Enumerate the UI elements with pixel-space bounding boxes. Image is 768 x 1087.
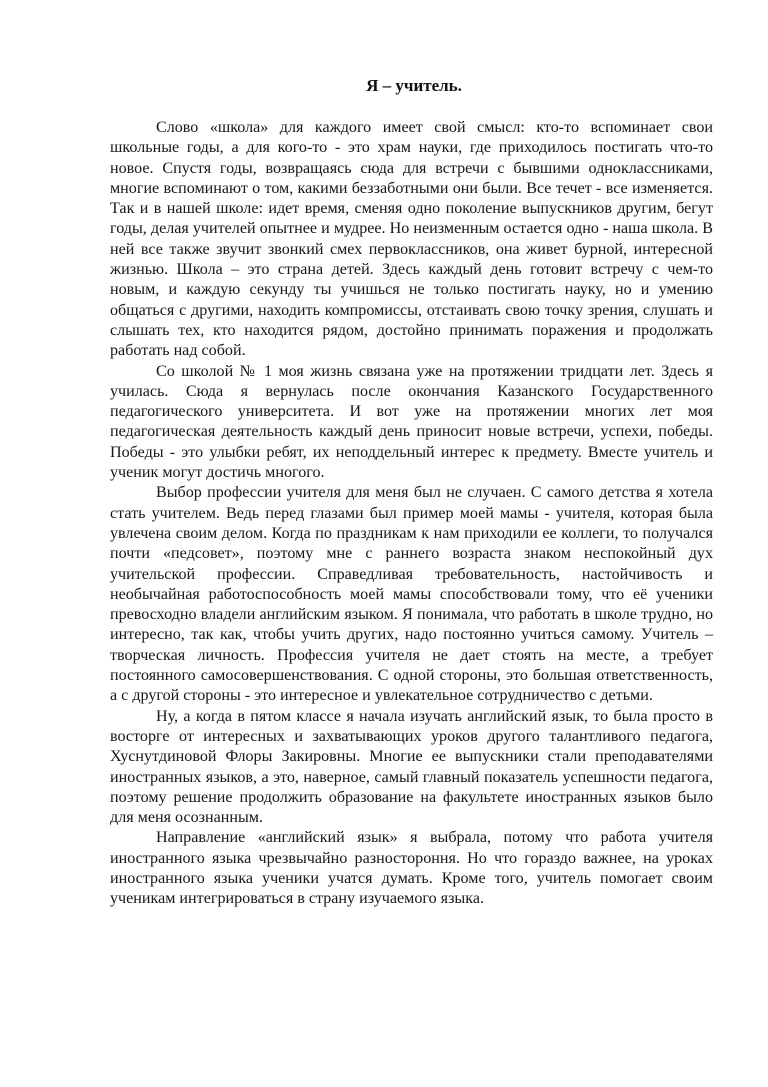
paragraph-1: Слово «школа» для каждого имеет свой смысл: кто-то вспоминает свои школьные годы, а для кого-то - это храм науки, где приходилось постигать что-то новое. Спустя годы, возвращаясь сюда для встречи с бывшими одноклассниками, многие вспоминают о том, какими беззаботными они были. Все течет - все изменяется. Так и в нашей школе: идет время, сменяя одно поколение выпускников другим, бегут годы, делая учителей опытнее и мудрее. Но неизменным остается одно - наша школа. В ней все также звучит звонкий смех первоклассников, она живет бурной, интересной жизнью. Школа – это страна детей. Здесь каждый день готовит встречу с чем-то новым, и каждую секунду ты учишься не только постигать науку, но и умению общаться с другими, находить компромиссы, отстаивать свою точку зрения, слушать и слышать тех, кто находится рядом, достойно принимать поражения и продолжать работать над собой. [110, 119, 713, 360]
paragraph-5: Направление «английский язык» я выбрала, потому что работа учителя иностранного языка чрезвычайно разностороння. Но что гораздо важнее, на уроках иностранного языка ученики учатся думать. Кроме того, учитель помогает своим ученикам интегрироваться в страну изучаемого языка. [110, 829, 713, 908]
paragraph-3: Выбор профессии учителя для меня был не случаен. С самого детства я хотела стать учителем. Ведь перед глазами был пример моей мамы - учителя, которая была увлечена своим делом. Когда по праздникам к нам приходили ее коллеги, то получался почти «педсовет», поэтому мне с раннего возраста знаком неспокойный дух учительской профессии. Справедливая требовательность, настойчивость и необычайная работоспособность моей мамы способствовали тому, что её ученики превосходно владели английским языком. Я понимала, что работать в школе трудно, но интересно, так как, чтобы учить других, надо постоянно учиться самому. Учитель – творческая личность. Профессия учителя не дает стоять на месте, а требует постоянного самосовершенствования. С одной стороны, это большая ответственность, а с другой стороны - это интересное и увлекательное сотрудничество с детьми. [110, 484, 713, 705]
paragraph-4: Ну, а когда в пятом классе я начала изучать английский язык, то была просто в восторге от интересных и захватывающих уроков другого талантливого педагога, Хуснутдиновой Флоры Закировны. Многие ее выпускники стали преподавателями иностранных языков, а это, наверное, самый главный показатель успешности педагога, поэтому решение продолжить образование на факультете иностранных языков было для меня осознанным. [110, 707, 713, 827]
page-title: Я – учитель. [366, 76, 462, 95]
body-text [110, 118, 713, 910]
paragraph-2: Со школой № 1 моя жизнь связана уже на протяжении тридцати лет. Здесь я училась. Сюда я вернулась после окончания Казанского Государственного педагогического университета. И вот уже на протяжении многих лет моя педагогическая деятельность каждый день приносит новые встречи, успехи, победы. Победы - это улыбки ребят, их неподдельный интерес к предмету. Вместе учитель и ученик могут достичь многого. [110, 362, 713, 482]
